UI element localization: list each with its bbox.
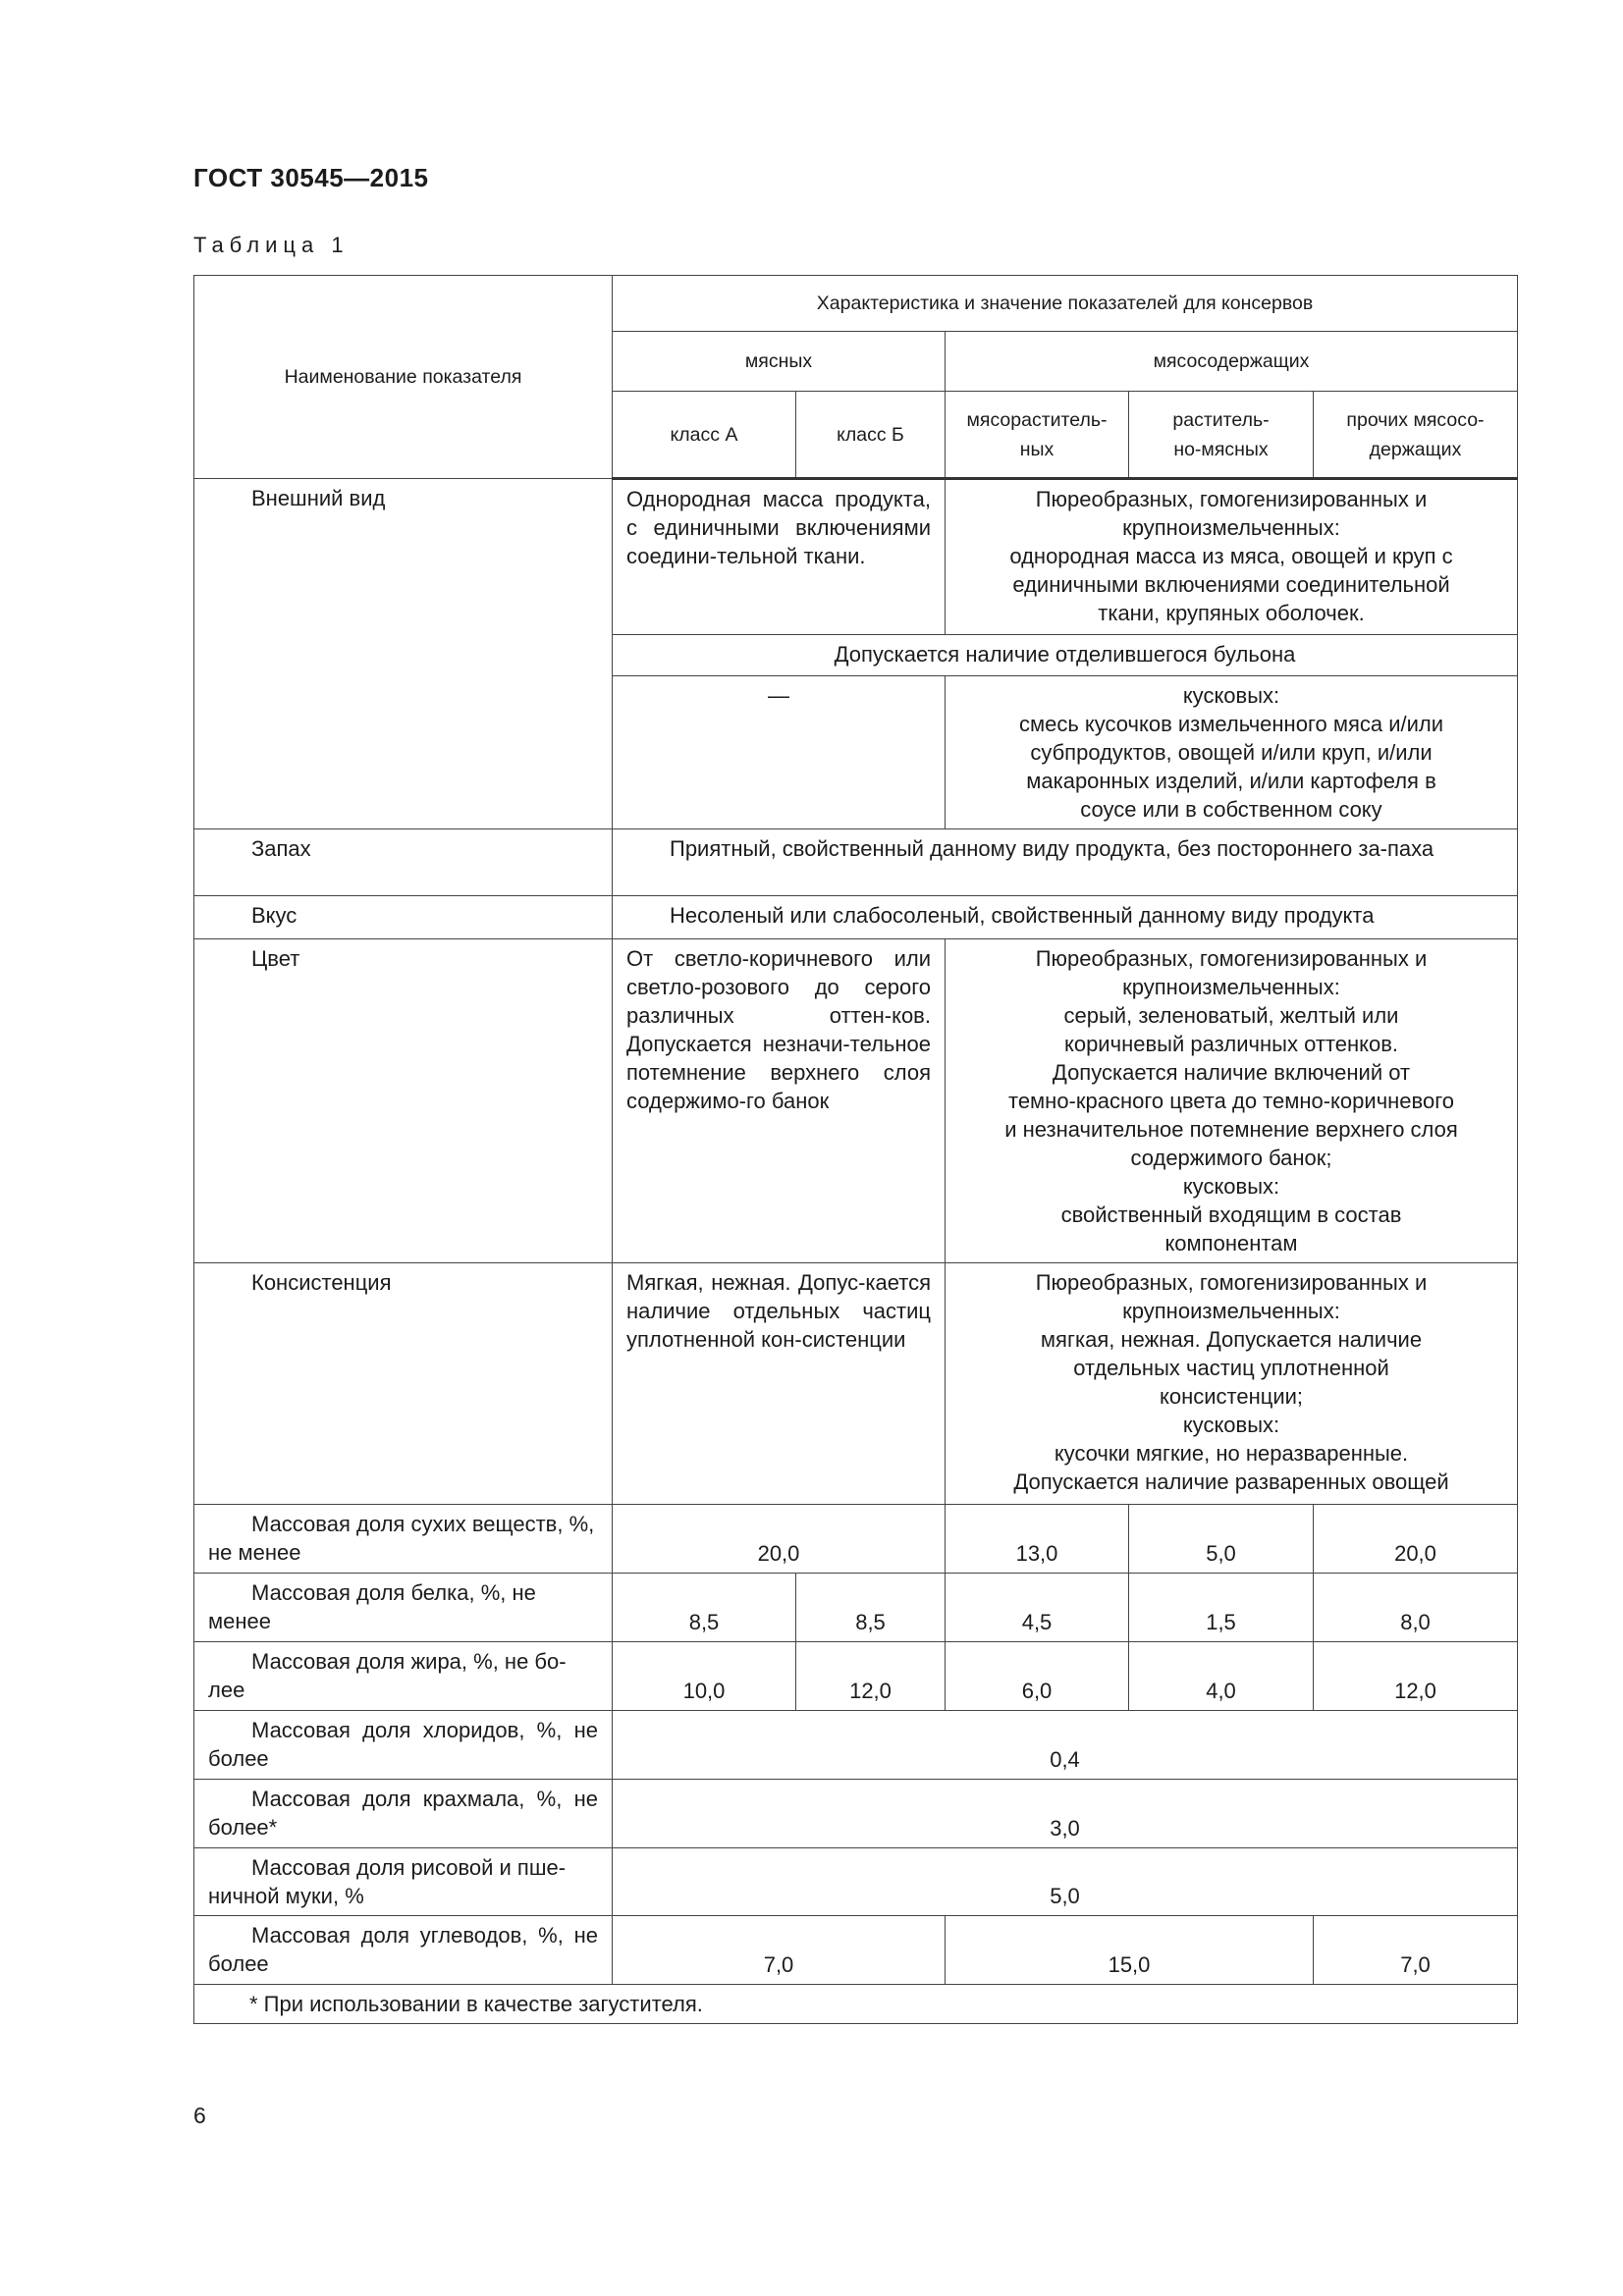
fat-veg-meat: 4,0 <box>1129 1642 1314 1711</box>
fat-other: 12,0 <box>1314 1642 1518 1711</box>
appearance-containing: Пюреобразных, гомогенизированных и крупноизмельченных: однородная масса из мяса, овощей и круп с единичными включениями соединительной ткани, крупяных оболочек. <box>946 479 1518 635</box>
chlorides-value: 0,4 <box>613 1711 1518 1780</box>
table-caption: Таблица 1 <box>193 233 350 257</box>
header-veg-meat: раститель- но-мясных <box>1129 392 1314 479</box>
fat-class-a: 10,0 <box>613 1642 796 1711</box>
appearance-broth: Допускается наличие отделившегося бульона <box>613 635 1518 676</box>
consistency-containing: Пюреобразных, гомогенизированных и крупноизмельченных: мягкая, нежная. Допускается наличие отдельных частиц уплотненной консистенции; кусковых: кусочки мягкие, но неразваренные. Допускается наличие разваренных овощей <box>946 1263 1518 1505</box>
row-label-color: Цвет <box>194 939 613 1263</box>
protein-class-a: 8,5 <box>613 1574 796 1642</box>
dry-meat-veg: 13,0 <box>946 1505 1129 1574</box>
row-label-appearance: Внешний вид <box>194 479 613 829</box>
row-label-starch: Массовая доля крахмала, %, не более* <box>194 1780 613 1848</box>
row-label-chlorides: Массовая доля хлоридов, %, не более <box>194 1711 613 1780</box>
header-meat-containing: мясосодержащих <box>946 332 1518 392</box>
page-number: 6 <box>193 2103 206 2128</box>
carbs-meat-containing: 15,0 <box>946 1916 1314 1985</box>
row-label-consistency: Консистенция <box>194 1263 613 1505</box>
row-label-taste: Вкус <box>194 896 613 939</box>
appearance-pieces: кусковых: смесь кусочков измельченного мяса и/или субпродуктов, овощей и/или круп, и/или макаронных изделий, и/или картофеля в соусе или в собственном соку <box>946 676 1518 829</box>
header-other: прочих мясосо- держащих <box>1314 392 1518 479</box>
dry-veg-meat: 5,0 <box>1129 1505 1314 1574</box>
row-label-dry-matter: Массовая доля сухих веществ, %, не менее <box>194 1505 613 1574</box>
protein-class-b: 8,5 <box>796 1574 946 1642</box>
document-header: ГОСТ 30545—2015 <box>193 163 429 192</box>
appearance-dash: — <box>613 676 946 829</box>
fat-class-b: 12,0 <box>796 1642 946 1711</box>
consistency-meat: Мягкая, нежная. Допус-кается наличие отдельных частиц уплотненной кон-систенции <box>613 1263 946 1505</box>
color-meat: От светло-коричневого или светло-розового до серого различных оттен-ков. Допускается незначи-тельное потемнение верхнего слоя содержимо-го банок <box>613 939 946 1263</box>
row-label-flour: Массовая доля рисовой и пше-ничной муки, % <box>194 1848 613 1916</box>
header-indicator: Наименование показателя <box>194 276 613 479</box>
row-label-fat: Массовая доля жира, %, не бо-лее <box>194 1642 613 1711</box>
header-characteristic: Характеристика и значение показателей для консервов <box>613 276 1518 332</box>
row-label-carbs: Массовая доля углеводов, %, не более <box>194 1916 613 1985</box>
flour-value: 5,0 <box>613 1848 1518 1916</box>
carbs-meat: 7,0 <box>613 1916 946 1985</box>
starch-value: 3,0 <box>613 1780 1518 1848</box>
smell-value: Приятный, свойственный данному виду продукта, без постороннего за-паха <box>613 829 1518 896</box>
header-meat-veg: мясораститель- ных <box>946 392 1129 479</box>
protein-veg-meat: 1,5 <box>1129 1574 1314 1642</box>
appearance-meat: Однородная масса продукта, с единичными включениями соедини-тельной ткани. <box>613 479 946 635</box>
protein-other: 8,0 <box>1314 1574 1518 1642</box>
specification-table <box>193 275 1518 2024</box>
carbs-other: 7,0 <box>1314 1916 1518 1985</box>
header-class-b: класс Б <box>796 392 946 479</box>
protein-meat-veg: 4,5 <box>946 1574 1129 1642</box>
dry-other: 20,0 <box>1314 1505 1518 1574</box>
taste-value: Несоленый или слабосоленый, свойственный данному виду продукта <box>613 896 1518 939</box>
color-containing: Пюреобразных, гомогенизированных и крупноизмельченных: серый, зеленоватый, желтый или коричневый различных оттенков. Допускается наличие включений от темно-красного цвета до темно-коричневого и незначительное потемнение верхнего слоя содержимого банок; кусковых: свойственный входящим в состав компонентам <box>946 939 1518 1263</box>
dry-meat: 20,0 <box>613 1505 946 1574</box>
fat-meat-veg: 6,0 <box>946 1642 1129 1711</box>
header-meat: мясных <box>613 332 946 392</box>
table-footnote: * При использовании в качестве загустителя. <box>194 1985 1518 2024</box>
row-label-protein: Массовая доля белка, %, не менее <box>194 1574 613 1642</box>
row-label-smell: Запах <box>194 829 613 896</box>
header-class-a: класс А <box>613 392 796 479</box>
